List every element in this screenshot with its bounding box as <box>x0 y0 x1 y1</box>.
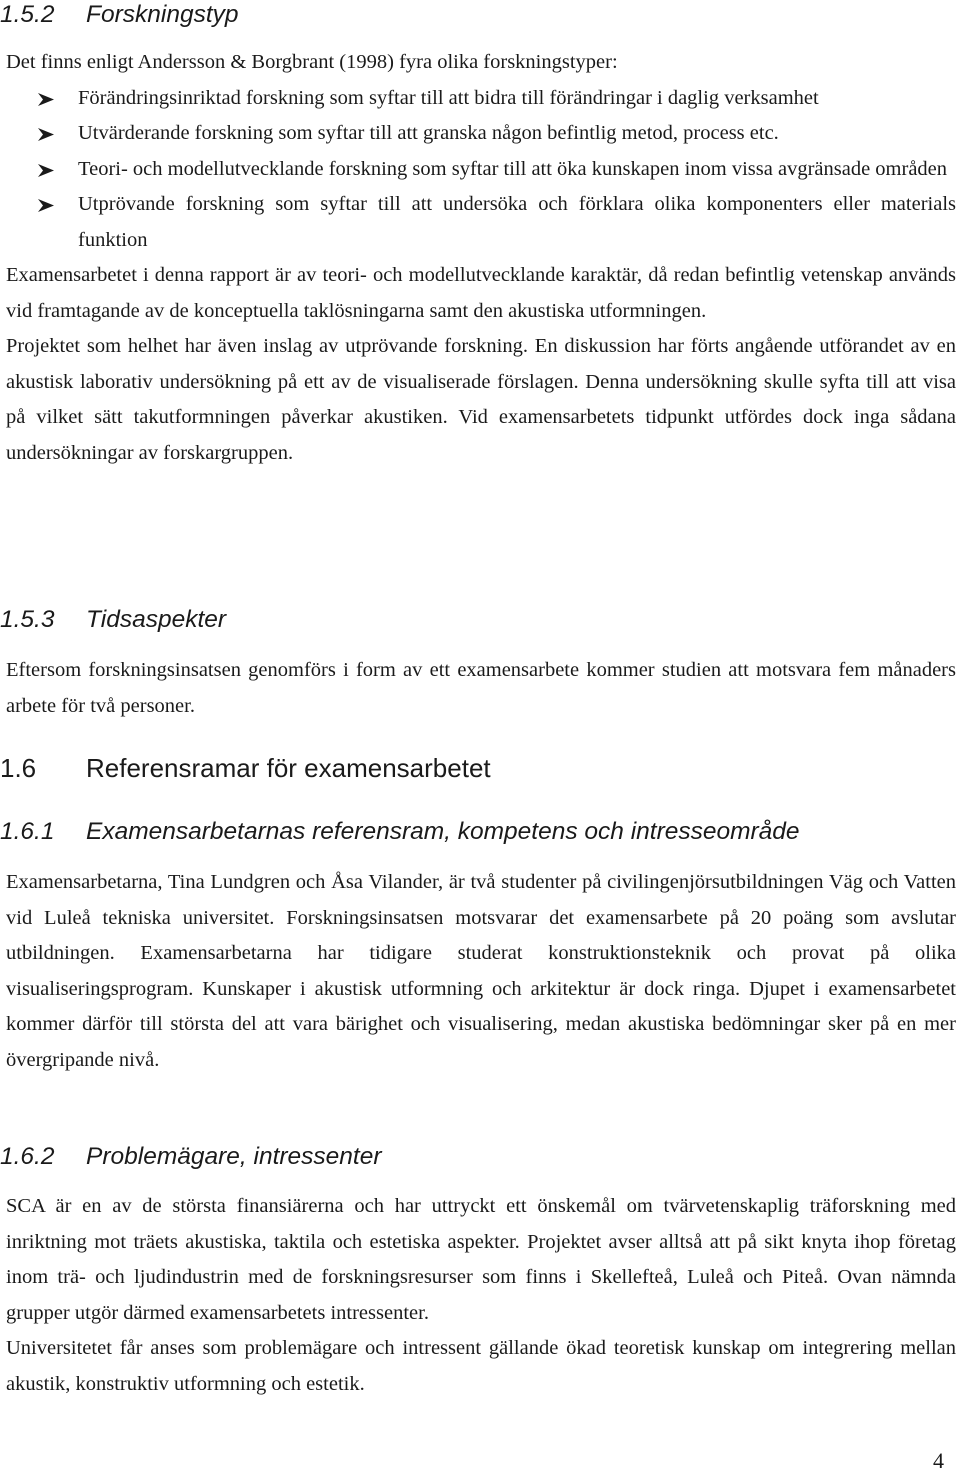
list-item <box>6 187 956 258</box>
body-paragraph: Eftersom forskningsinsatsen genomförs i form av ett examensarbete kommer studien att motsvara fem månaders arbete för två personer. <box>6 659 956 717</box>
arrowhead-bullet-icon <box>37 198 55 213</box>
heading-title: Forskningstyp <box>86 1 239 28</box>
arrowhead-bullet-icon <box>37 92 55 107</box>
heading-title: Examensarbetarnas referensram, kompetens och intresseområde <box>86 818 800 845</box>
list-item <box>6 81 956 117</box>
body-paragraph: Projektet som helhet har även inslag av utprövande forskning. En diskussion har förts angående utförandet av en akustisk laborativ undersökning på ett av de visualiserade förslagen. Denna undersökning skulle syfta till att visa på vilket sätt takutformningen påverkar akustiken. Vid examensarbetets tidpunkt utfördes dock inga sådana undersökningar av forskargruppen. <box>6 335 956 464</box>
body-paragraph: Examensarbetet i denna rapport är av teori- och modellutvecklande karaktär, då redan befintlig vetenskap används vid framtagande av de konceptuella taklösningarna samt den akustiska utformningen. <box>6 264 956 322</box>
heading-title: Problemägare, intressenter <box>86 1143 382 1170</box>
arrowhead-bullet-icon <box>37 127 55 142</box>
list-item-text: Förändringsinriktad forskning som syftar till att bidra till förändringar i daglig verksamhet <box>78 86 819 109</box>
list-item-text: Teori- och modellutvecklande forskning som syftar till att öka kunskapen inom vissa avgränsade områden <box>78 157 948 180</box>
list-item-text: Utvärderande forskning som syftar till att granska någon befintlig metod, process etc. <box>78 122 779 144</box>
heading-number: 1.6 <box>0 753 37 783</box>
list-item <box>6 152 956 188</box>
heading-number: 1.5.3 <box>0 606 55 633</box>
heading-number: 1.5.2 <box>0 1 55 28</box>
body-paragraph: SCA är en av de största finansiärerna och har uttryckt ett önskemål om tvärvetenskaplig träforskning med inriktning mot träets akustiska, taktila och estetiska aspekter. Projektet avser alltså att på sikt knyta ihop företag inom trä- och ljudindustrin med de forskningsresurser som finns i Skellefteå, Luleå och Piteå. Ovan nämnda grupper utgör därmed examensarbetets intressenter. <box>6 1195 956 1324</box>
list-item <box>6 116 956 152</box>
heading-1-6-1 <box>0 817 800 847</box>
intro-paragraph: Det finns enligt Andersson & Borgbrant (1998) fyra olika forskningstyper: <box>6 51 618 73</box>
heading-1-6-2 <box>0 1142 382 1172</box>
heading-1-6 <box>0 752 491 784</box>
page-number: 4 <box>933 1448 944 1473</box>
heading-1-5-3 <box>0 605 226 635</box>
heading-title: Referensramar för examensarbetet <box>86 753 491 783</box>
research-types-list <box>6 81 956 259</box>
heading-1-5-2 <box>0 0 239 30</box>
section-1-6-2-body <box>6 1189 956 1402</box>
arrowhead-bullet-icon <box>37 163 55 178</box>
heading-number: 1.6.2 <box>0 1143 55 1170</box>
body-paragraph: Universitetet får anses som problemägare och intressent gällande ökad teoretisk kunskap om integrering mellan akustik, konstruktiv utformning och estetik. <box>6 1337 956 1395</box>
section-1-5-3-body <box>6 653 956 724</box>
body-paragraph: Examensarbetarna, Tina Lundgren och Åsa Vilander, är två studenter på civilingenjörsutbildningen Väg och Vatten vid Luleå tekniska universitet. Forskningsinsatsen motsvarar det examensarbete på 20 poäng som avslutar utbildningen. Examensarbetarna har tidigare studerat konstruktionsteknik och provat på olika visualiseringsprogram. Kunskaper i akustisk utformning och arkitektur är dock ringa. Djupet i examensarbetet kommer därför till största del att vara bärighet och visualisering, medan akustiska bedömningar sker på en mer övergripande nivå. <box>6 871 956 1071</box>
section-1-6-1-body <box>6 865 956 1078</box>
section-1-5-2-body <box>6 45 956 471</box>
heading-number: 1.6.1 <box>0 818 55 845</box>
heading-title: Tidsaspekter <box>86 606 227 633</box>
list-item-text: Utprövande forskning som syftar till att undersöka och förklara olika komponenters eller materials funktion <box>78 193 956 251</box>
